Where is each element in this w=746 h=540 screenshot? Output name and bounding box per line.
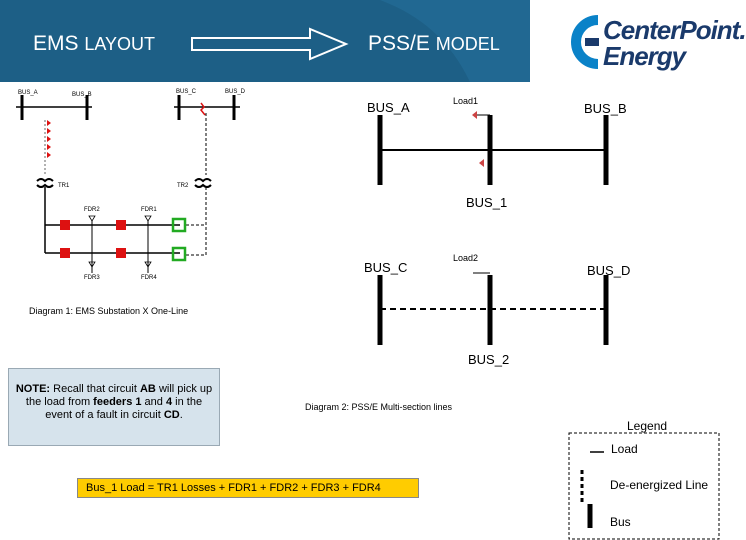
breaker-closed-icon [116,248,126,258]
psse-bus-1-label: BUS_1 [466,195,508,210]
psse-bus-a-label: BUS_A [367,100,410,115]
breaker-closed-icon [116,220,126,230]
tr2-label: TR2 [177,183,189,189]
fdr4-label: FDR4 [141,275,157,281]
legend-load-label: Load [611,442,638,456]
diagram2-caption: Diagram 2: PSS/E Multi-section lines [305,402,453,412]
load-arrow-icon [472,111,477,119]
psse-model-title: PSS/E MODEL [368,32,500,55]
ems-one-line-diagram [0,85,270,285]
logo-line1: CenterPoint. [603,15,746,45]
legend-bus-label: Bus [610,515,631,529]
psse-bus-d-label: BUS_D [587,263,631,278]
fdr3-label: FDR3 [84,275,100,281]
transformer-tr2-icon [195,179,211,187]
logo-line2: Energy [603,41,686,71]
breaker-closed-icon [60,220,70,230]
diagram1-caption: Diagram 1: EMS Substation X One-Line [29,306,189,316]
transformer-tr1-icon [37,179,53,187]
bus1-load-equation: Bus_1 Load = TR1 Losses + FDR1 + FDR2 + FDR3 + FDR4 [77,478,419,498]
load1-label: Load1 [453,96,479,106]
psse-model-diagram [360,85,630,355]
breaker-closed-icon [60,248,70,258]
note-box [8,368,220,446]
note-text: NOTE: Recall that circuit AB will pick up the load from feeders 1 and 4 in the event of a fault in circuit CD. [15,383,213,421]
breaker-open-icon [173,248,185,260]
ems-bus-b-label: BUS_B [72,92,92,98]
psse-bus-2-label: BUS_2 [468,352,510,367]
load-arrow-icon [479,159,484,167]
fdr2-label: FDR2 [84,207,100,213]
ems-bus-d-label: BUS_D [225,89,246,95]
load2-label: Load2 [453,253,479,263]
psse-bus-c-label: BUS_C [364,260,408,275]
psse-bus-b-label: BUS_B [584,101,627,116]
fault-mark-icon [201,103,205,115]
breaker-stack-icon [47,120,51,158]
ems-bus-a-label: BUS_A [18,90,38,96]
ems-bus-c-label: BUS_C [176,89,197,95]
legend-title: Legend [627,419,668,433]
legend-deenergized-label: De-energized Line [610,478,709,492]
fdr1-label: FDR1 [141,207,157,213]
tr1-label: TR1 [58,183,70,189]
ems-layout-title: EMS LAYOUT [33,32,156,55]
conversion-arrow [190,26,350,62]
